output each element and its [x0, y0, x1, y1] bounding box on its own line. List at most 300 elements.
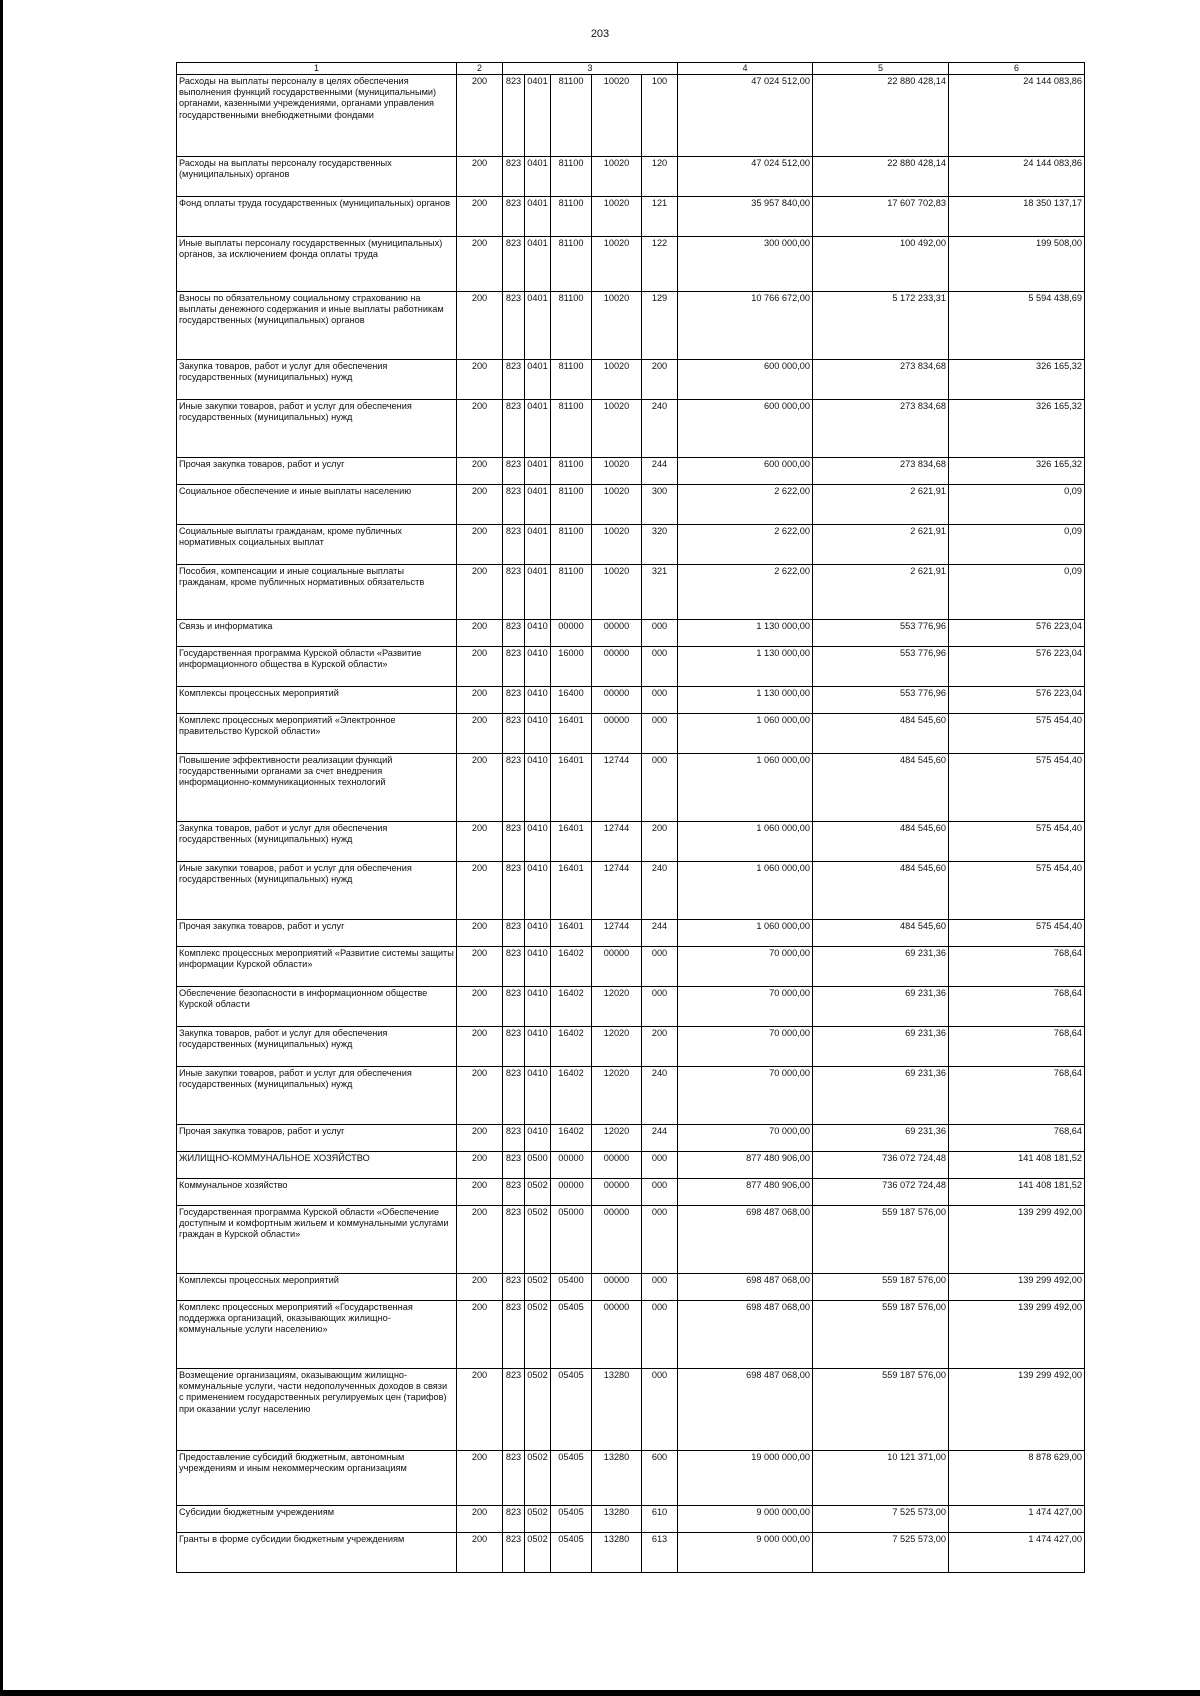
col6-amount: 575 454,40	[949, 714, 1085, 754]
direction-code: 12744	[592, 822, 642, 862]
col5-amount: 484 545,60	[813, 920, 949, 947]
expense-type-code: 200	[642, 360, 678, 400]
direction-code: 10020	[592, 458, 642, 485]
col5-amount: 273 834,68	[813, 360, 949, 400]
direction-code: 00000	[592, 687, 642, 714]
expense-type-code: 129	[642, 292, 678, 360]
table-row	[177, 1067, 1085, 1125]
row-name: Прочая закупка товаров, работ и услуг	[177, 1125, 457, 1152]
program-code: 00000	[551, 620, 592, 647]
table-row	[177, 714, 1085, 754]
expense-type-code: 000	[642, 1369, 678, 1451]
col4-amount: 2 622,00	[678, 525, 813, 565]
program-code: 16401	[551, 822, 592, 862]
grbs-code: 823	[503, 157, 525, 197]
table-row	[177, 565, 1085, 620]
row-name: Повышение эффективности реализации функций государственными органами за счет внедрения информационно-коммуникационных технологий	[177, 754, 457, 822]
col2-code: 200	[457, 647, 503, 687]
expense-type-code: 240	[642, 1067, 678, 1125]
program-code: 16401	[551, 714, 592, 754]
expense-type-code: 240	[642, 862, 678, 920]
col6-amount: 1 474 427,00	[949, 1506, 1085, 1533]
col6-amount: 0,09	[949, 525, 1085, 565]
direction-code: 00000	[592, 1179, 642, 1206]
grbs-code: 823	[503, 1369, 525, 1451]
grbs-code: 823	[503, 1533, 525, 1573]
scan-left-edge	[0, 0, 3, 1696]
header-col-3: 3	[503, 63, 678, 75]
col4-amount: 698 487 068,00	[678, 1301, 813, 1369]
col2-code: 200	[457, 1451, 503, 1506]
section-code: 0502	[525, 1451, 551, 1506]
row-name: Возмещение организациям, оказывающим жилищно-коммунальные услуги, части недополученных доходов в связи с применением государственных регулируемых цен (тарифов) при оказании услуг населению	[177, 1369, 457, 1451]
grbs-code: 823	[503, 1067, 525, 1125]
direction-code: 13280	[592, 1369, 642, 1451]
col4-amount: 1 130 000,00	[678, 647, 813, 687]
section-code: 0410	[525, 987, 551, 1027]
table-row	[177, 75, 1085, 157]
col6-amount: 575 454,40	[949, 822, 1085, 862]
table-row	[177, 687, 1085, 714]
col6-amount: 326 165,32	[949, 458, 1085, 485]
col2-code: 200	[457, 947, 503, 987]
row-name: Комплексы процессных мероприятий	[177, 687, 457, 714]
expense-type-code: 000	[642, 687, 678, 714]
col2-code: 200	[457, 987, 503, 1027]
direction-code: 00000	[592, 714, 642, 754]
col2-code: 200	[457, 687, 503, 714]
col2-code: 200	[457, 360, 503, 400]
col6-amount: 768,64	[949, 1027, 1085, 1067]
col5-amount: 484 545,60	[813, 822, 949, 862]
col5-amount: 5 172 233,31	[813, 292, 949, 360]
table-row	[177, 947, 1085, 987]
col4-amount: 698 487 068,00	[678, 1274, 813, 1301]
direction-code: 12744	[592, 920, 642, 947]
direction-code: 00000	[592, 1152, 642, 1179]
expense-type-code: 122	[642, 237, 678, 292]
col4-amount: 2 622,00	[678, 565, 813, 620]
expense-type-code: 000	[642, 714, 678, 754]
section-code: 0502	[525, 1506, 551, 1533]
row-name: Расходы на выплаты персоналу в целях обеспечения выполнения функций государственными (муниципальными) органами, казенными учреждениями, органами управления государственными внебюджетными фондами	[177, 75, 457, 157]
col6-amount: 139 299 492,00	[949, 1206, 1085, 1274]
grbs-code: 823	[503, 525, 525, 565]
program-code: 81100	[551, 197, 592, 237]
direction-code: 00000	[592, 947, 642, 987]
table-row	[177, 1451, 1085, 1506]
col5-amount: 553 776,96	[813, 687, 949, 714]
table-row	[177, 197, 1085, 237]
row-name: Социальное обеспечение и иные выплаты населению	[177, 485, 457, 525]
direction-code: 13280	[592, 1533, 642, 1573]
col5-amount: 553 776,96	[813, 620, 949, 647]
grbs-code: 823	[503, 947, 525, 987]
direction-code: 10020	[592, 360, 642, 400]
table-row	[177, 1506, 1085, 1533]
col2-code: 200	[457, 1533, 503, 1573]
col6-amount: 139 299 492,00	[949, 1369, 1085, 1451]
program-code: 81100	[551, 458, 592, 485]
direction-code: 00000	[592, 620, 642, 647]
col4-amount: 1 130 000,00	[678, 687, 813, 714]
col2-code: 200	[457, 292, 503, 360]
section-code: 0502	[525, 1369, 551, 1451]
col6-amount: 139 299 492,00	[949, 1301, 1085, 1369]
row-name: Прочая закупка товаров, работ и услуг	[177, 920, 457, 947]
table-row	[177, 400, 1085, 458]
col5-amount: 7 525 573,00	[813, 1506, 949, 1533]
col2-code: 200	[457, 1274, 503, 1301]
budget-table	[176, 62, 1085, 1573]
direction-code: 12020	[592, 1027, 642, 1067]
direction-code: 00000	[592, 1206, 642, 1274]
table-row	[177, 1301, 1085, 1369]
direction-code: 10020	[592, 197, 642, 237]
col2-code: 200	[457, 197, 503, 237]
header-col-6: 6	[949, 63, 1085, 75]
col6-amount: 576 223,04	[949, 647, 1085, 687]
grbs-code: 823	[503, 197, 525, 237]
expense-type-code: 600	[642, 1451, 678, 1506]
program-code: 16401	[551, 920, 592, 947]
row-name: ЖИЛИЩНО-КОММУНАЛЬНОЕ ХОЗЯЙСТВО	[177, 1152, 457, 1179]
col6-amount: 768,64	[949, 947, 1085, 987]
expense-type-code: 100	[642, 75, 678, 157]
col6-amount: 0,09	[949, 565, 1085, 620]
program-code: 05405	[551, 1533, 592, 1573]
grbs-code: 823	[503, 620, 525, 647]
row-name: Комплекс процессных мероприятий «Государственная поддержка организаций, оказывающих жилищно-коммунальные услуги населению»	[177, 1301, 457, 1369]
col4-amount: 35 957 840,00	[678, 197, 813, 237]
row-name: Закупка товаров, работ и услуг для обеспечения государственных (муниципальных) нужд	[177, 1027, 457, 1067]
col2-code: 200	[457, 485, 503, 525]
row-name: Фонд оплаты труда государственных (муниципальных) органов	[177, 197, 457, 237]
col4-amount: 70 000,00	[678, 1067, 813, 1125]
col6-amount: 576 223,04	[949, 687, 1085, 714]
expense-type-code: 000	[642, 754, 678, 822]
expense-type-code: 120	[642, 157, 678, 197]
program-code: 16402	[551, 987, 592, 1027]
grbs-code: 823	[503, 400, 525, 458]
col5-amount: 2 621,91	[813, 565, 949, 620]
section-code: 0410	[525, 822, 551, 862]
expense-type-code: 000	[642, 1206, 678, 1274]
expense-type-code: 000	[642, 1179, 678, 1206]
program-code: 16402	[551, 947, 592, 987]
col6-amount: 768,64	[949, 1125, 1085, 1152]
row-name: Комплекс процессных мероприятий «Развитие системы защиты информации Курской области»	[177, 947, 457, 987]
expense-type-code: 000	[642, 947, 678, 987]
col4-amount: 1 060 000,00	[678, 754, 813, 822]
table-row	[177, 862, 1085, 920]
col6-amount: 24 144 083,86	[949, 157, 1085, 197]
expense-type-code: 200	[642, 1027, 678, 1067]
table-row	[177, 1206, 1085, 1274]
section-code: 0502	[525, 1533, 551, 1573]
grbs-code: 823	[503, 822, 525, 862]
grbs-code: 823	[503, 1274, 525, 1301]
expense-type-code: 300	[642, 485, 678, 525]
col2-code: 200	[457, 1179, 503, 1206]
col2-code: 200	[457, 1369, 503, 1451]
section-code: 0410	[525, 1027, 551, 1067]
grbs-code: 823	[503, 75, 525, 157]
expense-type-code: 613	[642, 1533, 678, 1573]
section-code: 0502	[525, 1206, 551, 1274]
col4-amount: 600 000,00	[678, 400, 813, 458]
col5-amount: 273 834,68	[813, 458, 949, 485]
table-row	[177, 1274, 1085, 1301]
col4-amount: 10 766 672,00	[678, 292, 813, 360]
program-code: 16402	[551, 1067, 592, 1125]
direction-code: 10020	[592, 565, 642, 620]
expense-type-code: 000	[642, 1274, 678, 1301]
expense-type-code: 244	[642, 920, 678, 947]
col2-code: 200	[457, 157, 503, 197]
program-code: 81100	[551, 485, 592, 525]
col2-code: 200	[457, 525, 503, 565]
table-row	[177, 157, 1085, 197]
program-code: 81100	[551, 157, 592, 197]
page-number: 203	[590, 28, 610, 40]
col5-amount: 736 072 724,48	[813, 1179, 949, 1206]
expense-type-code: 610	[642, 1506, 678, 1533]
header-row	[177, 63, 1085, 75]
col2-code: 200	[457, 75, 503, 157]
grbs-code: 823	[503, 754, 525, 822]
col2-code: 200	[457, 754, 503, 822]
section-code: 0401	[525, 292, 551, 360]
header-col-4: 4	[678, 63, 813, 75]
col2-code: 200	[457, 1506, 503, 1533]
section-code: 0401	[525, 458, 551, 485]
col4-amount: 877 480 906,00	[678, 1179, 813, 1206]
section-code: 0410	[525, 1125, 551, 1152]
row-name: Предоставление субсидий бюджетным, автономным учреждениям и иным некоммерческим организациям	[177, 1451, 457, 1506]
direction-code: 12744	[592, 862, 642, 920]
program-code: 81100	[551, 292, 592, 360]
table-row	[177, 1027, 1085, 1067]
expense-type-code: 244	[642, 458, 678, 485]
col2-code: 200	[457, 237, 503, 292]
row-name: Иные закупки товаров, работ и услуг для обеспечения государственных (муниципальных) нужд	[177, 862, 457, 920]
col2-code: 200	[457, 1125, 503, 1152]
direction-code: 10020	[592, 485, 642, 525]
grbs-code: 823	[503, 1206, 525, 1274]
section-code: 0401	[525, 360, 551, 400]
col5-amount: 484 545,60	[813, 862, 949, 920]
col6-amount: 768,64	[949, 1067, 1085, 1125]
row-name: Иные закупки товаров, работ и услуг для обеспечения государственных (муниципальных) нужд	[177, 1067, 457, 1125]
col2-code: 200	[457, 620, 503, 647]
col5-amount: 69 231,36	[813, 1125, 949, 1152]
program-code: 16401	[551, 862, 592, 920]
col4-amount: 600 000,00	[678, 458, 813, 485]
col4-amount: 300 000,00	[678, 237, 813, 292]
header-col-1: 1	[177, 63, 457, 75]
grbs-code: 823	[503, 862, 525, 920]
table-row	[177, 1125, 1085, 1152]
expense-type-code: 000	[642, 1301, 678, 1369]
col4-amount: 70 000,00	[678, 947, 813, 987]
col4-amount: 2 622,00	[678, 485, 813, 525]
col6-amount: 575 454,40	[949, 754, 1085, 822]
row-name: Государственная программа Курской области «Развитие информационного общества в Курской области»	[177, 647, 457, 687]
row-name: Расходы на выплаты персоналу государственных (муниципальных) органов	[177, 157, 457, 197]
col5-amount: 559 187 576,00	[813, 1206, 949, 1274]
col5-amount: 7 525 573,00	[813, 1533, 949, 1573]
col4-amount: 70 000,00	[678, 987, 813, 1027]
expense-type-code: 000	[642, 987, 678, 1027]
section-code: 0502	[525, 1274, 551, 1301]
direction-code: 10020	[592, 525, 642, 565]
program-code: 00000	[551, 1179, 592, 1206]
col6-amount: 326 165,32	[949, 400, 1085, 458]
section-code: 0410	[525, 620, 551, 647]
col5-amount: 559 187 576,00	[813, 1274, 949, 1301]
col6-amount: 141 408 181,52	[949, 1152, 1085, 1179]
col2-code: 200	[457, 1152, 503, 1179]
section-code: 0401	[525, 565, 551, 620]
program-code: 05405	[551, 1506, 592, 1533]
table-row	[177, 920, 1085, 947]
program-code: 05400	[551, 1274, 592, 1301]
section-code: 0401	[525, 400, 551, 458]
program-code: 81100	[551, 360, 592, 400]
col6-amount: 1 474 427,00	[949, 1533, 1085, 1573]
col4-amount: 1 060 000,00	[678, 920, 813, 947]
program-code: 16400	[551, 687, 592, 714]
direction-code: 00000	[592, 647, 642, 687]
section-code: 0410	[525, 920, 551, 947]
col4-amount: 70 000,00	[678, 1125, 813, 1152]
expense-type-code: 321	[642, 565, 678, 620]
section-code: 0410	[525, 687, 551, 714]
section-code: 0410	[525, 714, 551, 754]
table-row	[177, 458, 1085, 485]
scan-bottom-edge	[0, 1690, 1200, 1696]
grbs-code: 823	[503, 458, 525, 485]
grbs-code: 823	[503, 565, 525, 620]
col6-amount: 8 878 629,00	[949, 1451, 1085, 1506]
col5-amount: 69 231,36	[813, 1067, 949, 1125]
col4-amount: 1 060 000,00	[678, 862, 813, 920]
direction-code: 12744	[592, 754, 642, 822]
grbs-code: 823	[503, 1506, 525, 1533]
row-name: Взносы по обязательному социальному страхованию на выплаты денежного содержания и иные выплаты работникам государственных (муниципальных) органов	[177, 292, 457, 360]
program-code: 81100	[551, 525, 592, 565]
grbs-code: 823	[503, 647, 525, 687]
col4-amount: 47 024 512,00	[678, 157, 813, 197]
section-code: 0401	[525, 485, 551, 525]
section-code: 0502	[525, 1179, 551, 1206]
row-name: Гранты в форме субсидии бюджетным учреждениям	[177, 1533, 457, 1573]
section-code: 0500	[525, 1152, 551, 1179]
grbs-code: 823	[503, 920, 525, 947]
row-name: Иные выплаты персоналу государственных (муниципальных) органов, за исключением фонда оплаты труда	[177, 237, 457, 292]
col2-code: 200	[457, 400, 503, 458]
table-row	[177, 1152, 1085, 1179]
table-row	[177, 1179, 1085, 1206]
section-code: 0401	[525, 157, 551, 197]
col2-code: 200	[457, 565, 503, 620]
col2-code: 200	[457, 1206, 503, 1274]
col2-code: 200	[457, 862, 503, 920]
section-code: 0401	[525, 237, 551, 292]
col4-amount: 698 487 068,00	[678, 1206, 813, 1274]
table-row	[177, 1533, 1085, 1573]
expense-type-code: 240	[642, 400, 678, 458]
program-code: 16401	[551, 754, 592, 822]
row-name: Субсидии бюджетным учреждениям	[177, 1506, 457, 1533]
col5-amount: 2 621,91	[813, 485, 949, 525]
row-name: Иные закупки товаров, работ и услуг для обеспечения государственных (муниципальных) нужд	[177, 400, 457, 458]
grbs-code: 823	[503, 687, 525, 714]
table-row	[177, 485, 1085, 525]
col4-amount: 70 000,00	[678, 1027, 813, 1067]
program-code: 16000	[551, 647, 592, 687]
table-row	[177, 822, 1085, 862]
col6-amount: 575 454,40	[949, 862, 1085, 920]
col5-amount: 69 231,36	[813, 1027, 949, 1067]
program-code: 16402	[551, 1027, 592, 1067]
section-code: 0410	[525, 862, 551, 920]
direction-code: 12020	[592, 987, 642, 1027]
col6-amount: 24 144 083,86	[949, 75, 1085, 157]
grbs-code: 823	[503, 987, 525, 1027]
program-code: 05405	[551, 1301, 592, 1369]
grbs-code: 823	[503, 1125, 525, 1152]
col4-amount: 698 487 068,00	[678, 1369, 813, 1451]
program-code: 05405	[551, 1369, 592, 1451]
col5-amount: 553 776,96	[813, 647, 949, 687]
expense-type-code: 000	[642, 620, 678, 647]
col2-code: 200	[457, 1301, 503, 1369]
grbs-code: 823	[503, 1451, 525, 1506]
direction-code: 12020	[592, 1067, 642, 1125]
col2-code: 200	[457, 1027, 503, 1067]
row-name: Пособия, компенсации и иные социальные выплаты гражданам, кроме публичных нормативных обязательств	[177, 565, 457, 620]
program-code: 81100	[551, 237, 592, 292]
row-name: Комплексы процессных мероприятий	[177, 1274, 457, 1301]
col2-code: 200	[457, 920, 503, 947]
direction-code: 10020	[592, 157, 642, 197]
table-row	[177, 237, 1085, 292]
program-code: 05405	[551, 1451, 592, 1506]
row-name: Коммунальное хозяйство	[177, 1179, 457, 1206]
grbs-code: 823	[503, 1179, 525, 1206]
row-name: Обеспечение безопасности в информационном обществе Курской области	[177, 987, 457, 1027]
program-code: 81100	[551, 75, 592, 157]
direction-code: 10020	[592, 75, 642, 157]
col2-code: 200	[457, 1067, 503, 1125]
col5-amount: 69 231,36	[813, 987, 949, 1027]
program-code: 05000	[551, 1206, 592, 1274]
col5-amount: 559 187 576,00	[813, 1301, 949, 1369]
col4-amount: 877 480 906,00	[678, 1152, 813, 1179]
direction-code: 00000	[592, 1301, 642, 1369]
section-code: 0401	[525, 525, 551, 565]
row-name: Закупка товаров, работ и услуг для обеспечения государственных (муниципальных) нужд	[177, 822, 457, 862]
section-code: 0401	[525, 75, 551, 157]
table-row	[177, 754, 1085, 822]
col5-amount: 69 231,36	[813, 947, 949, 987]
col6-amount: 199 508,00	[949, 237, 1085, 292]
section-code: 0502	[525, 1301, 551, 1369]
expense-type-code: 000	[642, 1152, 678, 1179]
table-row	[177, 1369, 1085, 1451]
